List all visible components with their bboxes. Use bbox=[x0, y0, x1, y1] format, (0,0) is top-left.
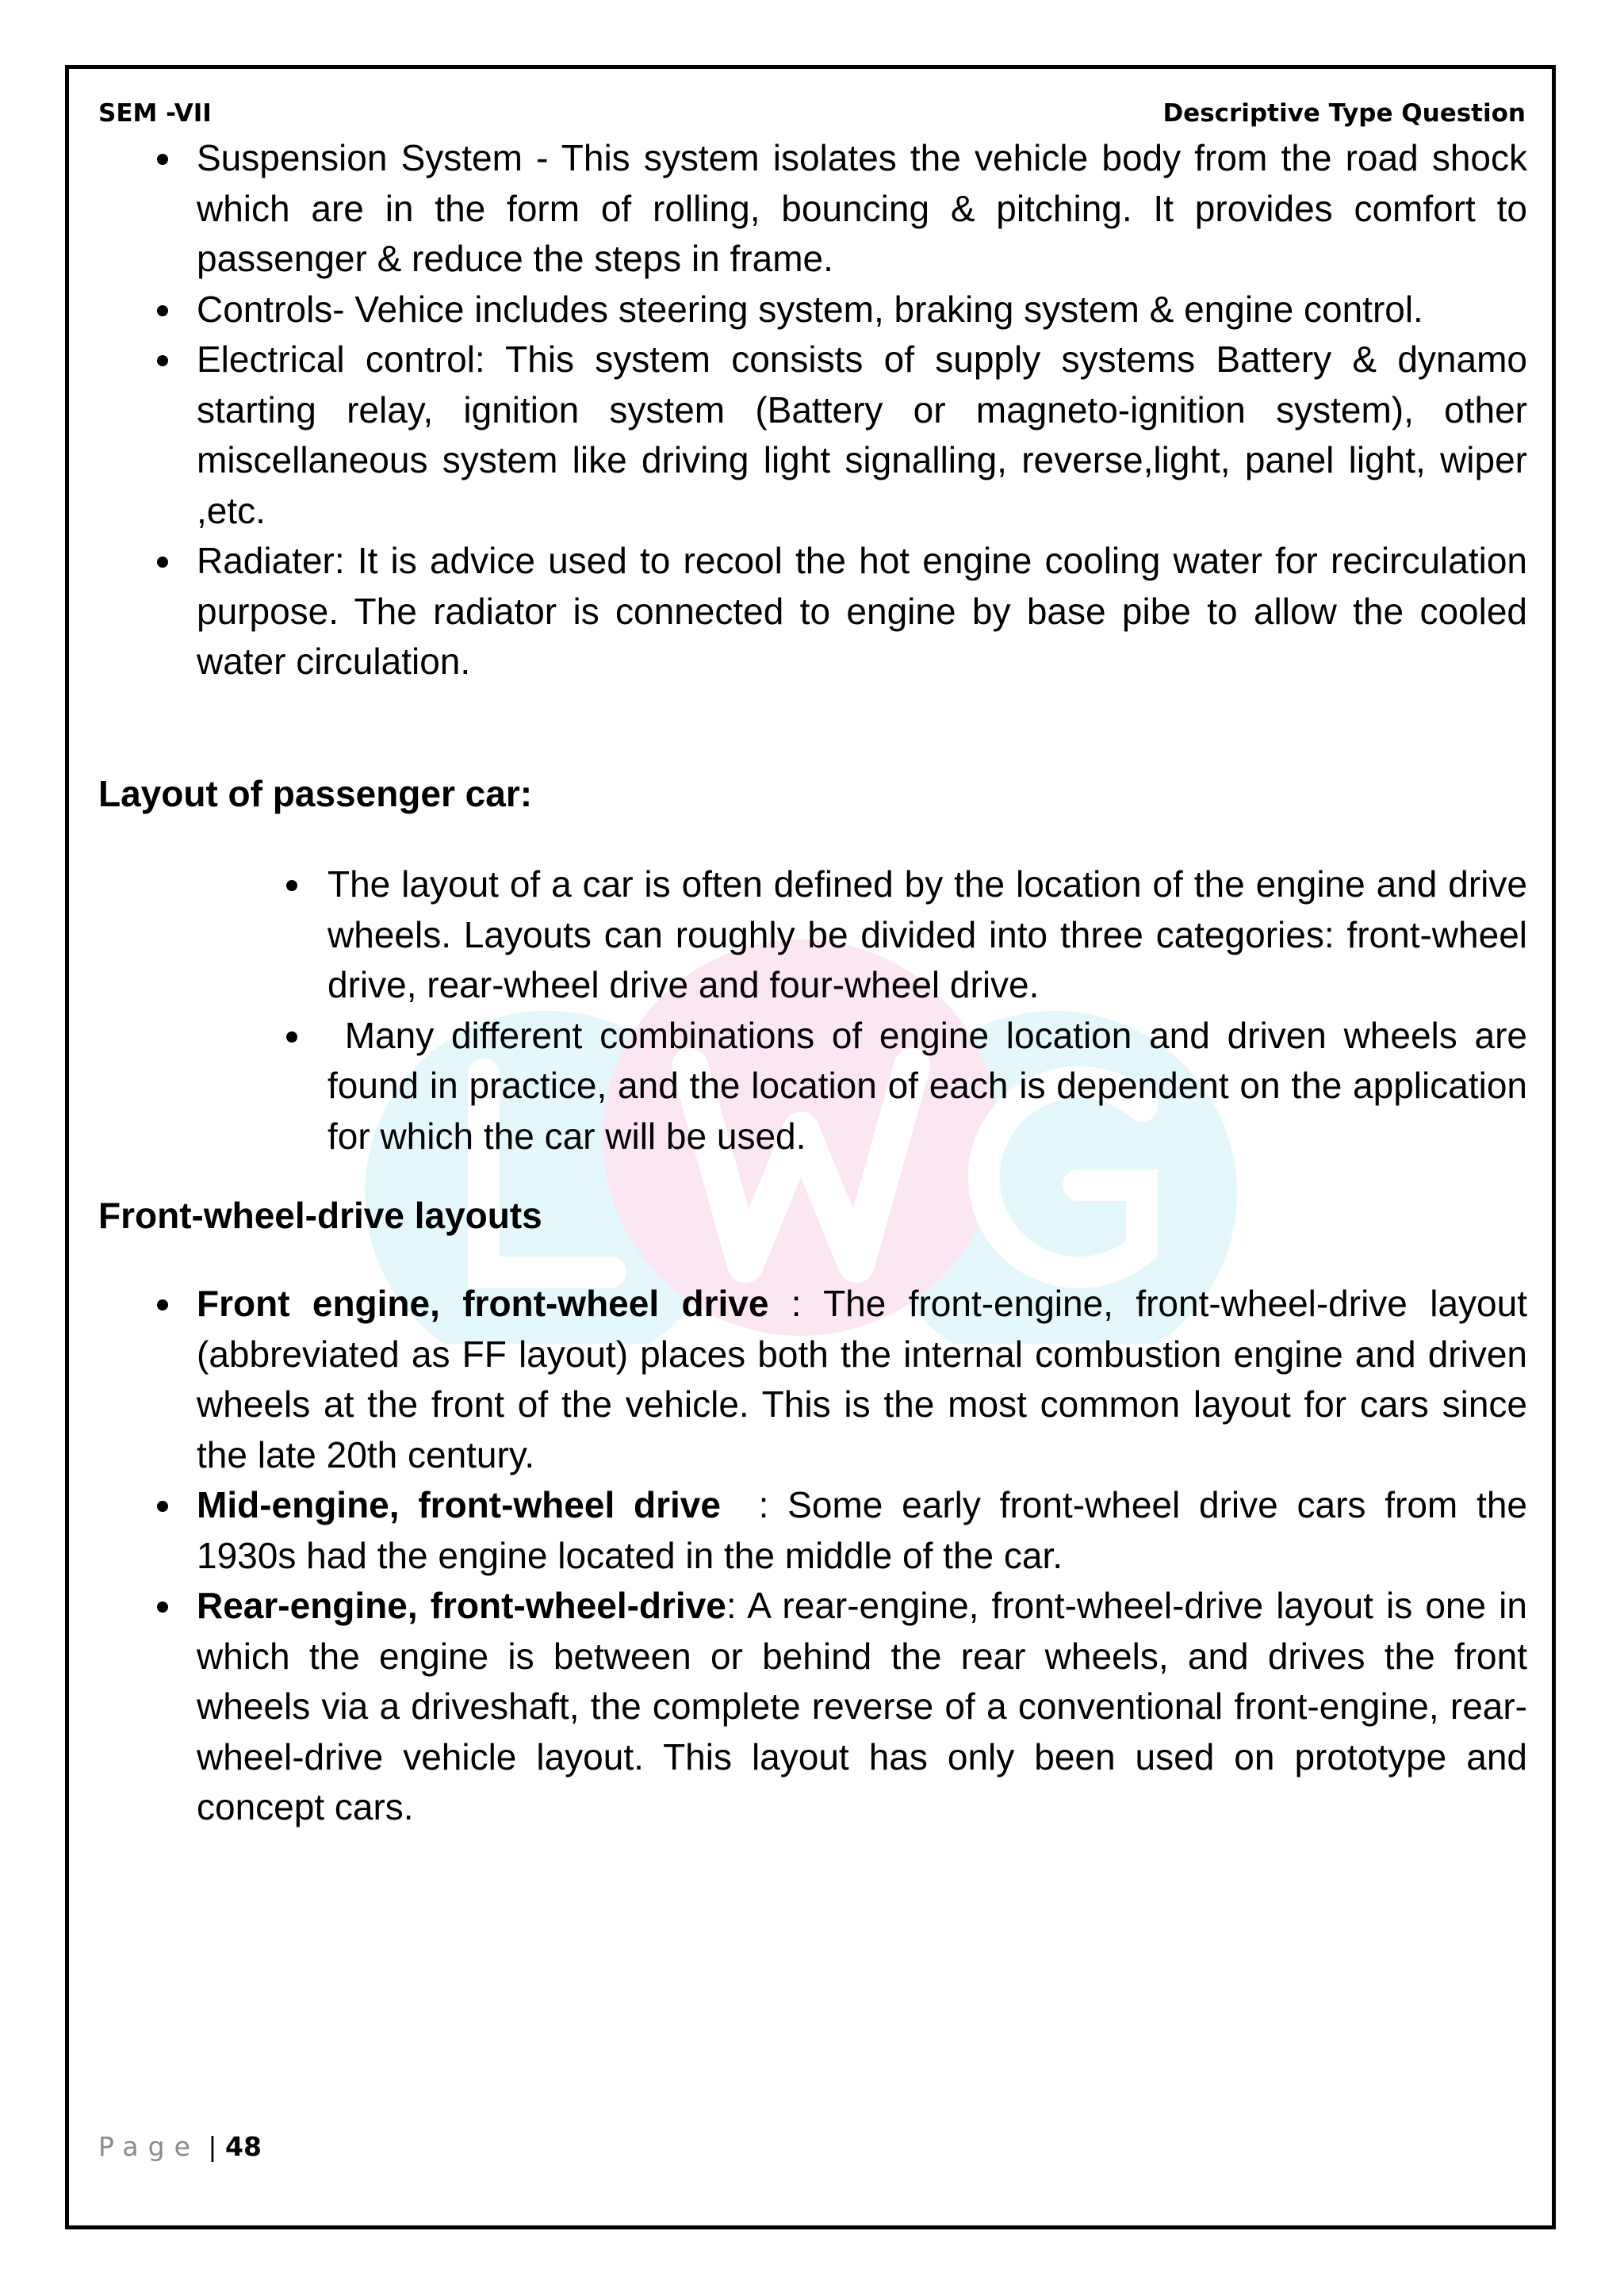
bullet-icon bbox=[286, 880, 297, 891]
bullet-icon bbox=[286, 1031, 297, 1043]
bullet-icon bbox=[157, 557, 168, 568]
fwd-layout-list bbox=[197, 1279, 1538, 1833]
layout-list bbox=[327, 859, 1538, 1161]
list-item: Controls- Vehice includes steering system, braking system & engine control. bbox=[197, 285, 1527, 335]
list-item: Front engine, front-wheel drive : The front-engine, front-wheel-drive layout (abbreviated as FF layout) places both the internal combustion engine and driven wheels at the front of the vehicle. This is the most common layout for cars since the late 20th century. bbox=[197, 1279, 1527, 1480]
bullet-icon bbox=[157, 1299, 168, 1311]
header-semester: SEM -VII bbox=[98, 99, 212, 128]
page-footer bbox=[98, 2131, 262, 2162]
list-item: Radiater: It is advice used to recool the hot engine cooling water for recirculation purpose. The radiator is connected to engine by base pibe to allow the cooled water circulation. bbox=[197, 536, 1527, 687]
section-heading-fwd: Front-wheel-drive layouts bbox=[98, 1195, 542, 1236]
page-separator: | bbox=[208, 2131, 217, 2162]
bullet-icon bbox=[157, 355, 168, 366]
bullet-icon bbox=[157, 154, 168, 165]
term-label: Rear-engine, front-wheel-drive bbox=[197, 1585, 726, 1626]
page-label: Page bbox=[98, 2131, 200, 2162]
list-item: Suspension System - This system isolates the vehicle body from the road shock which are in the form of rolling, bouncing & pitching. It provides comfort to passenger & reduce the steps in frame. bbox=[197, 133, 1527, 285]
list-item: Many different combinations of engine location and driven wheels are found in practice, and the location of each is dependent on the application for which the car will be used. bbox=[327, 1011, 1527, 1162]
bullet-icon bbox=[157, 1601, 168, 1613]
header-question-type: Descriptive Type Question bbox=[1162, 99, 1526, 128]
component-list bbox=[197, 133, 1527, 687]
term-label: Front engine, front-wheel drive bbox=[197, 1283, 769, 1324]
list-item: Mid-engine, front-wheel drive : Some early front-wheel drive cars from the 1930s had the engine located in the middle of the car. bbox=[197, 1480, 1527, 1581]
list-item: Electrical control: This system consists of supply systems Battery & dynamo starting relay, ignition system (Battery or magneto-ignition system), other miscellaneous system like driving light signalling, reverse,light, panel light, wiper ,etc. bbox=[197, 335, 1527, 536]
list-item: Rear-engine, front-wheel-drive: A rear-engine, front-wheel-drive layout is one in which the engine is between or behind the rear wheels, and drives the front wheels via a driveshaft, the complete reverse of a conventional front-engine, rear-wheel-drive vehicle layout. This layout has only been used on prototype and concept cars. bbox=[197, 1581, 1527, 1833]
page-number: 48 bbox=[225, 2131, 262, 2162]
section-heading-layout: Layout of passenger car: bbox=[98, 773, 533, 814]
bullet-icon bbox=[157, 1501, 168, 1512]
bullet-icon bbox=[157, 305, 168, 316]
list-item: The layout of a car is often defined by the location of the engine and drive wheels. Layouts can roughly be divided into three categories: front-wheel drive, rear-wheel drive and four-wheel drive. bbox=[327, 859, 1527, 1011]
term-label: Mid-engine, front-wheel drive bbox=[197, 1484, 721, 1525]
